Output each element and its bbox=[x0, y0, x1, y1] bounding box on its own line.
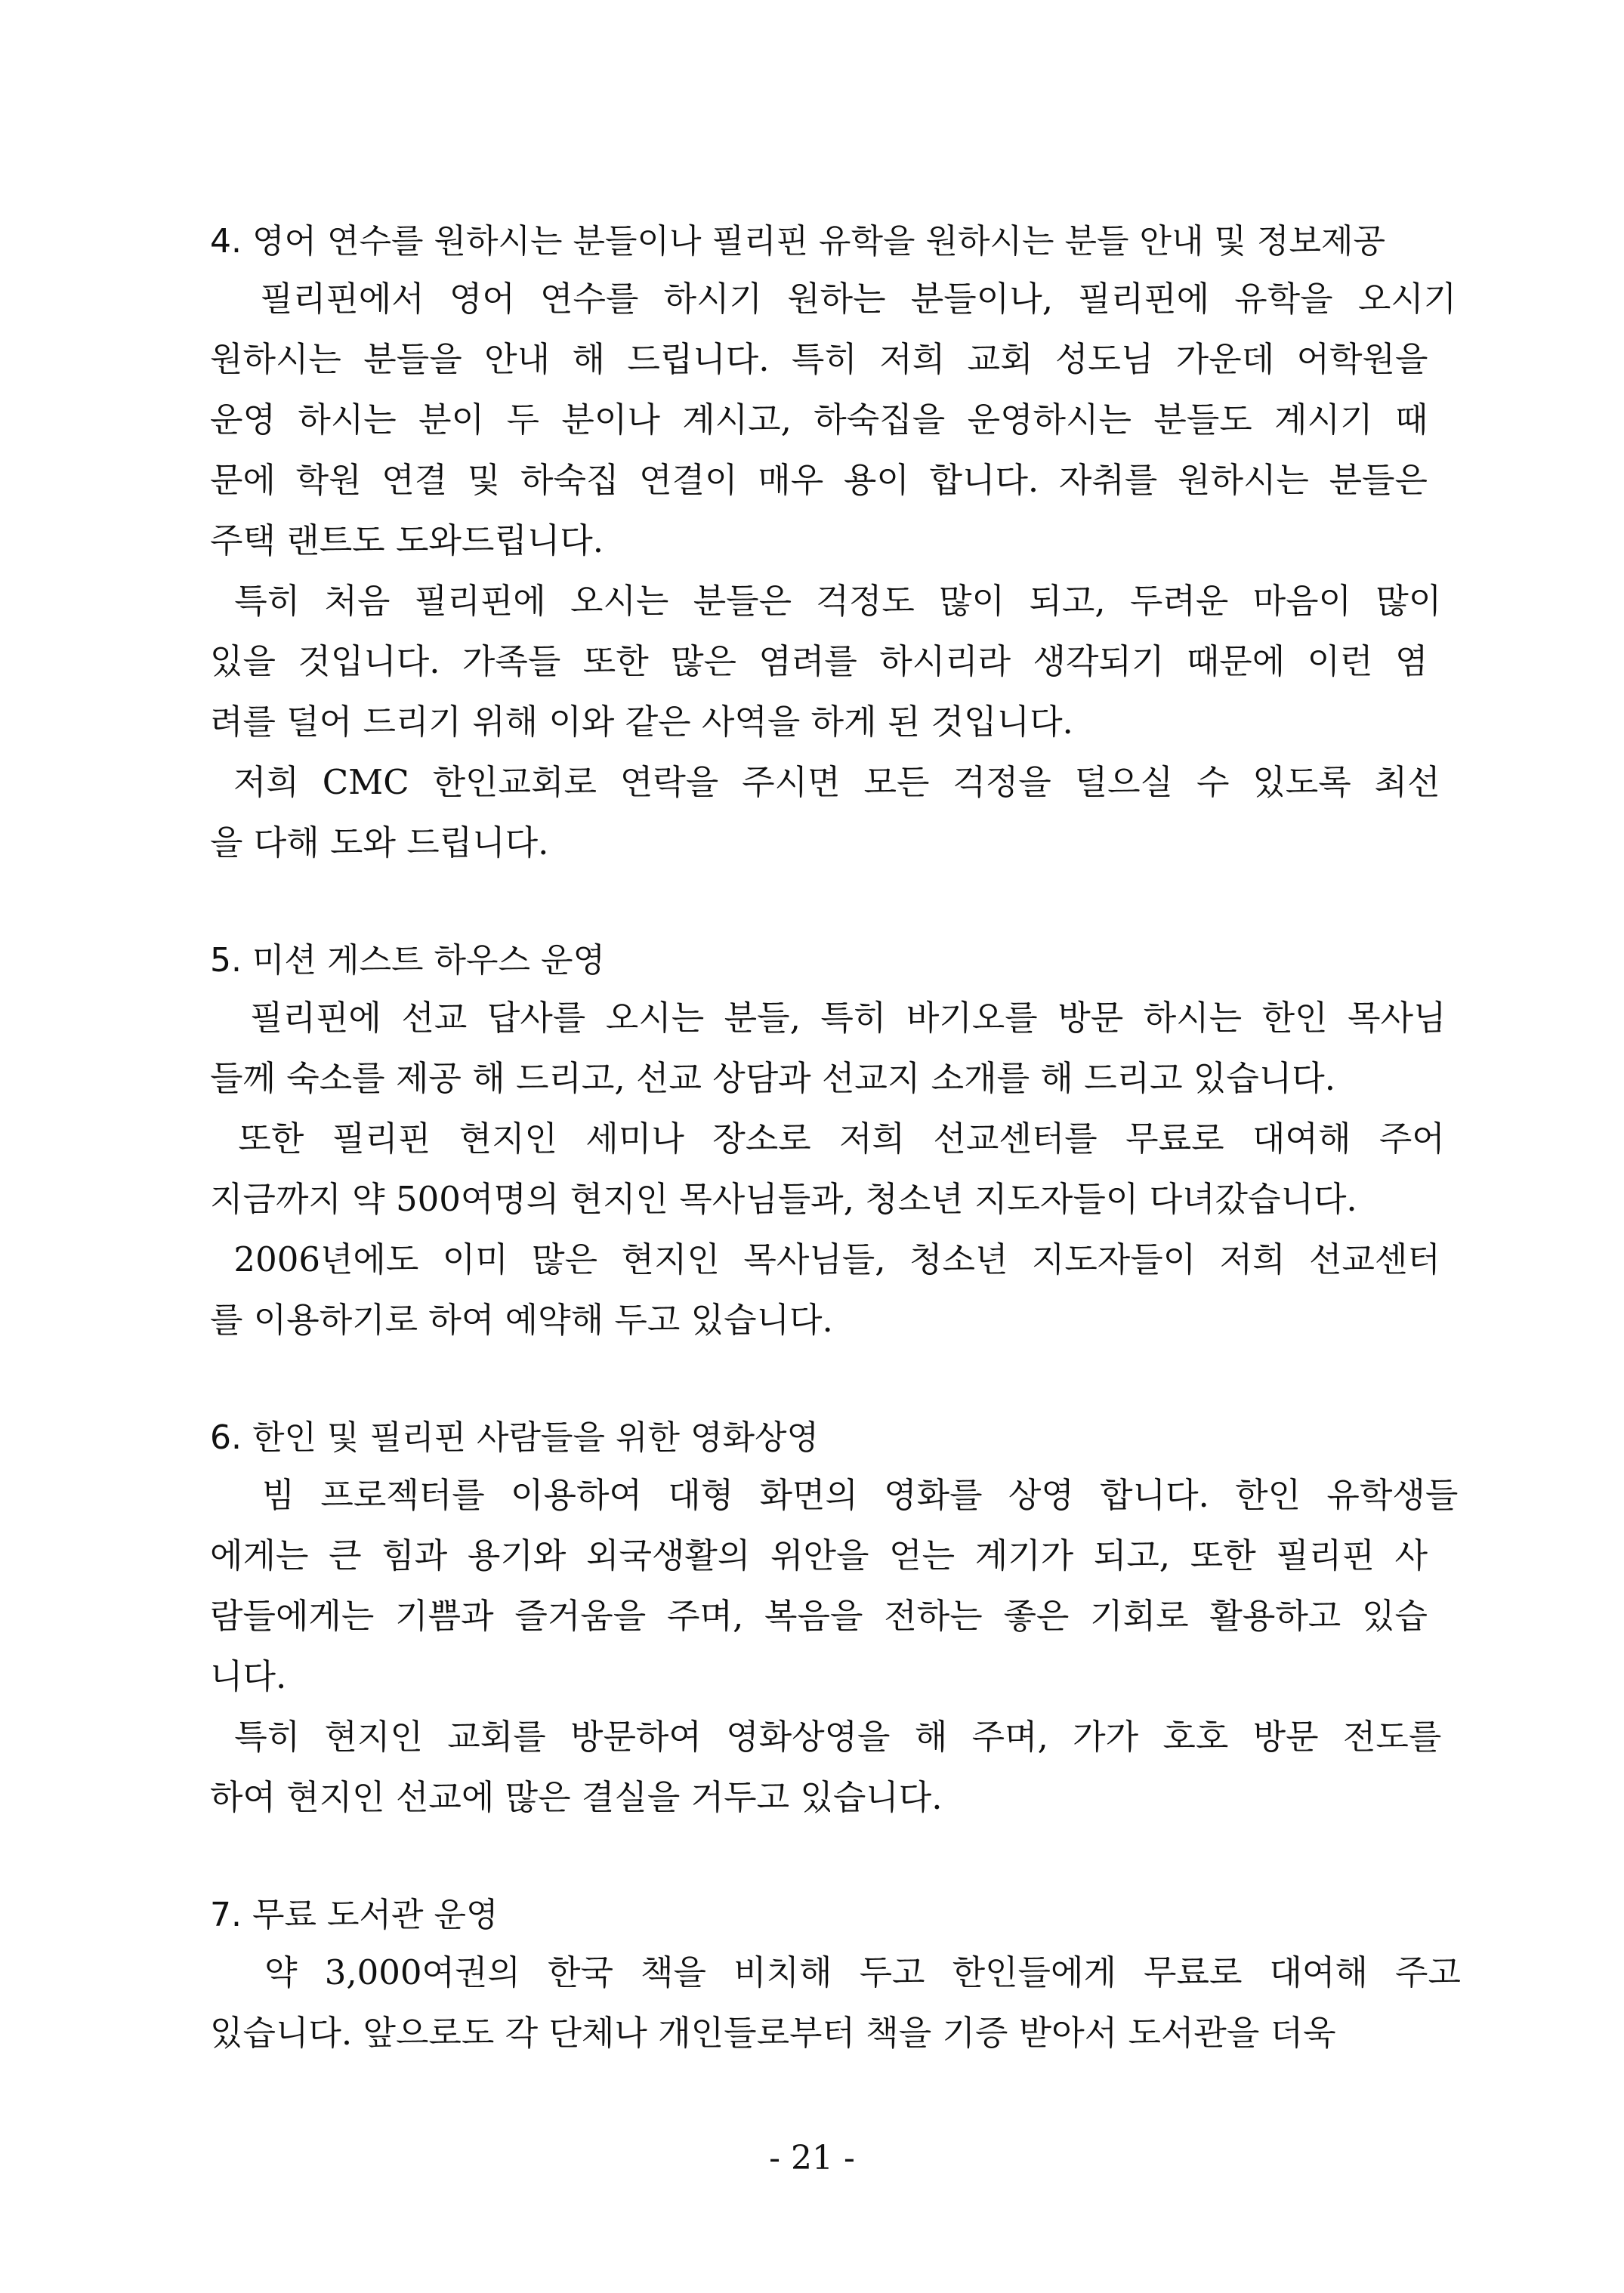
text-line: 필리핀에서 영어 연수를 하시기 원하는 분들이나, 필리핀에 유학을 오시기 bbox=[210, 279, 1457, 319]
text-line: 저희 CMC 한인교회로 연락을 주시면 모든 걱정을 덜으실 수 있도록 최선 bbox=[210, 762, 1440, 802]
section-heading: 6. 한인 및 필리핀 사람들을 위한 영화상영 bbox=[210, 1418, 819, 1457]
section-heading: 7. 무료 도서관 운영 bbox=[210, 1896, 499, 1934]
section bbox=[210, 1888, 1461, 2063]
section-heading: 5. 미션 게스트 하우스 운영 bbox=[210, 941, 605, 980]
text-line: 를 이용하기로 하여 예약해 두고 있습니다. bbox=[210, 1300, 833, 1340]
paragraph bbox=[210, 1943, 1461, 2063]
paragraph bbox=[210, 988, 1446, 1109]
paragraph bbox=[210, 752, 1440, 873]
text-line: 약 3,000여권의 한국 책을 비치해 두고 한인들에게 무료로 대여해 주고 bbox=[210, 1952, 1461, 1992]
text-line: 니다. bbox=[210, 1656, 287, 1696]
text-line: 특히 처음 필리핀에 오시는 분들은 걱정도 많이 되고, 두려운 마음이 많이 bbox=[210, 581, 1442, 621]
paragraph bbox=[210, 1109, 1445, 1230]
text-line: 원하시는 분들을 안내 해 드립니다. 특히 저희 교회 성도님 가운데 어학원을 bbox=[210, 339, 1428, 379]
section-heading: 4. 영어 연수를 원하시는 분들이나 필리핀 유학을 원하시는 분들 안내 및 정보제공 bbox=[210, 222, 1385, 261]
section bbox=[210, 1411, 1459, 1828]
paragraph bbox=[210, 1465, 1459, 1707]
text-line: 운영 하시는 분이 두 분이나 계시고, 하숙집을 운영하시는 분들도 계시기 때 bbox=[210, 400, 1428, 440]
text-line: 있을 것입니다. 가족들 또한 많은 염려를 하시리라 생각되기 때문에 이런 염 bbox=[210, 641, 1428, 681]
page-number: - 21 - bbox=[769, 2139, 855, 2177]
section-gap bbox=[210, 873, 1428, 934]
paragraph bbox=[210, 269, 1457, 571]
section bbox=[210, 934, 1446, 1350]
text-line: 빔 프로젝터를 이용하여 대형 화면의 영화를 상영 합니다. 한인 유학생들 bbox=[210, 1475, 1459, 1515]
text-line: 려를 덜어 드리기 위해 이와 같은 사역을 하게 된 것입니다. bbox=[210, 702, 1073, 742]
text-line: 문에 학원 연결 및 하숙집 연결이 매우 용이 합니다. 자취를 원하시는 분들은 bbox=[210, 460, 1428, 500]
section-gap bbox=[210, 1350, 1428, 1411]
text-line: 있습니다. 앞으로도 각 단체나 개인들로부터 책을 기증 받아서 도서관을 더욱 bbox=[210, 2013, 1336, 2053]
section-gap bbox=[210, 1828, 1428, 1888]
text-line: 들께 숙소를 제공 해 드리고, 선교 상담과 선교지 소개를 해 드리고 있습니다. bbox=[210, 1058, 1336, 1098]
text-line: 하여 현지인 선교에 많은 결실을 거두고 있습니다. bbox=[210, 1777, 943, 1817]
section bbox=[210, 214, 1457, 873]
page-content bbox=[210, 214, 1461, 2063]
text-line: 특히 현지인 교회를 방문하여 영화상영을 해 주며, 가가 호호 방문 전도를 bbox=[210, 1717, 1442, 1757]
text-line: 2006년에도 이미 많은 현지인 목사님들, 청소년 지도자들이 저희 선교센터 bbox=[210, 1239, 1440, 1279]
text-line: 지금까지 약 500여명의 현지인 목사님들과, 청소년 지도자들이 다녀갔습니다. bbox=[210, 1179, 1357, 1219]
text-line: 에게는 큰 힘과 용기와 외국생활의 위안을 얻는 계기가 되고, 또한 필리핀 사 bbox=[210, 1535, 1428, 1575]
text-line: 주택 랜트도 도와드립니다. bbox=[210, 520, 604, 560]
paragraph bbox=[210, 571, 1442, 752]
text-line: 을 다해 도와 드립니다. bbox=[210, 822, 549, 863]
text-line: 또한 필리핀 현지인 세미나 장소로 저희 선교센터를 무료로 대여해 주어 bbox=[210, 1119, 1445, 1159]
text-line: 람들에게는 기쁨과 즐거움을 주며, 복음을 전하는 좋은 기회로 활용하고 있습 bbox=[210, 1596, 1428, 1636]
paragraph bbox=[210, 1707, 1442, 1828]
text-line: 필리핀에 선교 답사를 오시는 분들, 특히 바기오를 방문 하시는 한인 목사님 bbox=[210, 998, 1446, 1038]
paragraph bbox=[210, 1230, 1440, 1350]
